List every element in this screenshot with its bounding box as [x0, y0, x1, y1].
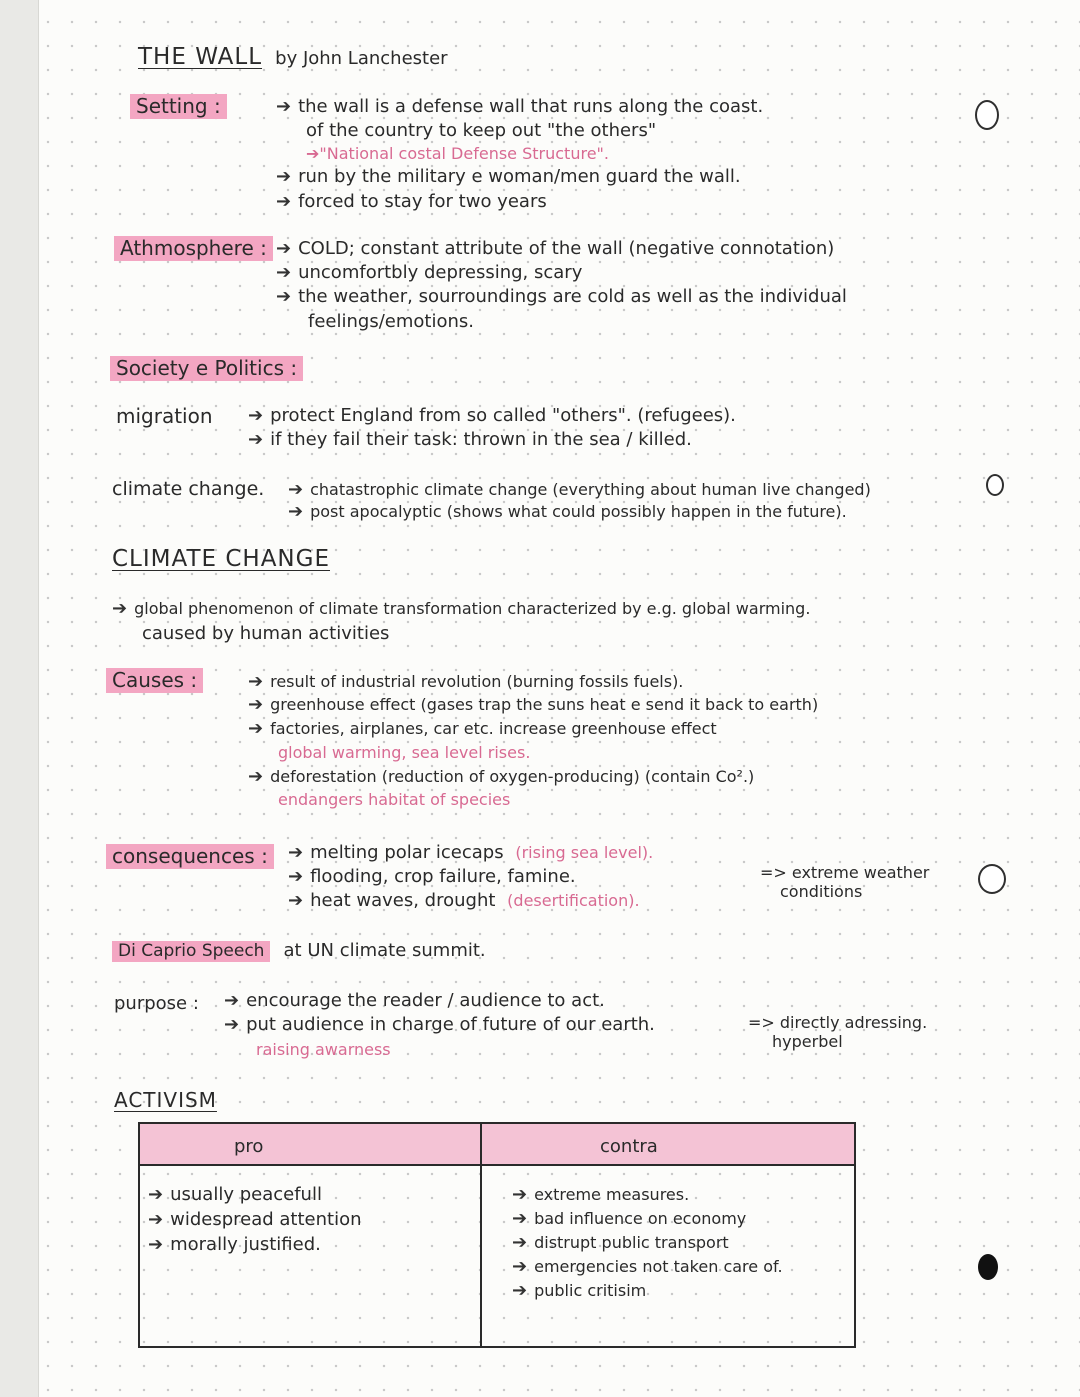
cc-definition-1: ➔ global phenomenon of climate transformation characterized by e.g. global warming.	[112, 598, 811, 619]
cause-3: ➔ factories, airplanes, car etc. increase greenhouse effect	[248, 718, 717, 739]
page-title	[138, 44, 448, 72]
cc-definition-2: caused by human activities	[142, 623, 390, 644]
setting-line-5: ➔ forced to stay for two years	[276, 191, 547, 212]
binder-hole-4	[986, 474, 1004, 496]
table-divider	[480, 1124, 482, 1346]
migration-line-1: ➔ protect England from so called "others". (refugees).	[248, 405, 736, 426]
climate-change-heading: CLIMATE CHANGE	[112, 546, 330, 572]
binder-hole-3	[978, 1254, 998, 1280]
climate-label: climate change.	[112, 478, 265, 500]
atmosphere-line-2: ➔ uncomfortbly depressing, scary	[276, 262, 583, 283]
climate-line-1: ➔ chatastrophic climate change (everything about human live changed)	[288, 479, 871, 500]
atmosphere-line-1: ➔ COLD; constant attribute of the wall (negative connotation)	[276, 238, 835, 259]
cause-5: ➔ deforestation (reduction of oxygen-producing) (contain Co².)	[248, 766, 755, 787]
speech-note-2: hyperbel	[772, 1032, 843, 1051]
speech-heading	[112, 940, 486, 962]
atmosphere-label: Athmosphere :	[114, 236, 273, 261]
consequence-1: ➔ melting polar icecaps (rising sea level).	[288, 842, 654, 863]
purpose-line-1: ➔ encourage the reader / audience to act.	[224, 990, 605, 1011]
speech-label: Di Caprio Speech	[112, 941, 270, 962]
setting-line-2: of the country to keep out "the others"	[306, 120, 657, 141]
title-main: THE WALL	[138, 44, 263, 70]
consequences-note-2: conditions	[780, 882, 863, 901]
atmosphere-line-4: feelings/emotions.	[308, 311, 474, 332]
cause-6: endangers habitat of species	[278, 790, 511, 809]
purpose-line-3: raising awarness	[256, 1040, 391, 1059]
cause-1: ➔ result of industrial revolution (burning fossils fuels).	[248, 671, 684, 692]
speech-note-1: => directly adressing.	[748, 1013, 928, 1032]
contra-item-4: ➔ emergencies not taken care of.	[512, 1256, 783, 1277]
contra-item-5: ➔ public critisim	[512, 1280, 647, 1301]
pro-contra-table	[138, 1122, 856, 1348]
speech-rest: at UN climate summit.	[283, 940, 486, 961]
causes-label: Causes :	[106, 668, 203, 693]
title-byline: by John Lanchester	[275, 48, 448, 69]
setting-line-4: ➔ run by the military e woman/men guard the wall.	[276, 166, 741, 187]
contra-item-3: ➔ distrupt public transport	[512, 1232, 729, 1253]
consequences-label: consequences :	[106, 844, 274, 869]
migration-label: migration	[116, 404, 213, 428]
setting-label: Setting :	[130, 94, 227, 119]
pro-item-2: ➔ widespread attention	[148, 1209, 362, 1230]
consequences-note-1: => extreme weather	[760, 863, 930, 882]
binder-hole-2	[978, 864, 1006, 894]
consequence-2: ➔ flooding, crop failure, famine.	[288, 866, 576, 887]
atmosphere-line-3: ➔ the weather, sourroundings are cold as well as the individual	[276, 286, 847, 307]
society-label: Society e Politics :	[110, 356, 303, 381]
consequence-3: ➔ heat waves, drought (desertification).	[288, 890, 640, 911]
pro-item-1: ➔ usually peacefull	[148, 1184, 322, 1205]
purpose-label: purpose :	[114, 993, 199, 1014]
climate-line-2: ➔ post apocalyptic (shows what could possibly happen in the future).	[288, 501, 847, 522]
cause-4: global warming, sea level rises.	[278, 743, 531, 762]
contra-item-1: ➔ extreme measures.	[512, 1184, 690, 1205]
binder-hole-1	[975, 100, 999, 130]
activism-heading: ACTIVISM	[114, 1088, 217, 1112]
contra-header: contra	[600, 1136, 658, 1157]
contra-item-2: ➔ bad influence on economy	[512, 1208, 747, 1229]
setting-line-1: ➔ the wall is a defense wall that runs along the coast.	[276, 96, 764, 117]
paper-margin	[0, 0, 39, 1397]
pro-item-3: ➔ morally justified.	[148, 1234, 321, 1255]
cause-2: ➔ greenhouse effect (gases trap the suns heat e send it back to earth)	[248, 694, 819, 715]
pro-header: pro	[234, 1136, 264, 1157]
setting-line-3: ➔"National costal Defense Structure".	[306, 144, 609, 163]
migration-line-2: ➔ if they fail their task: thrown in the sea / killed.	[248, 429, 692, 450]
purpose-line-2: ➔ put audience in charge of future of our earth.	[224, 1014, 655, 1035]
table-header-rule	[140, 1164, 854, 1166]
